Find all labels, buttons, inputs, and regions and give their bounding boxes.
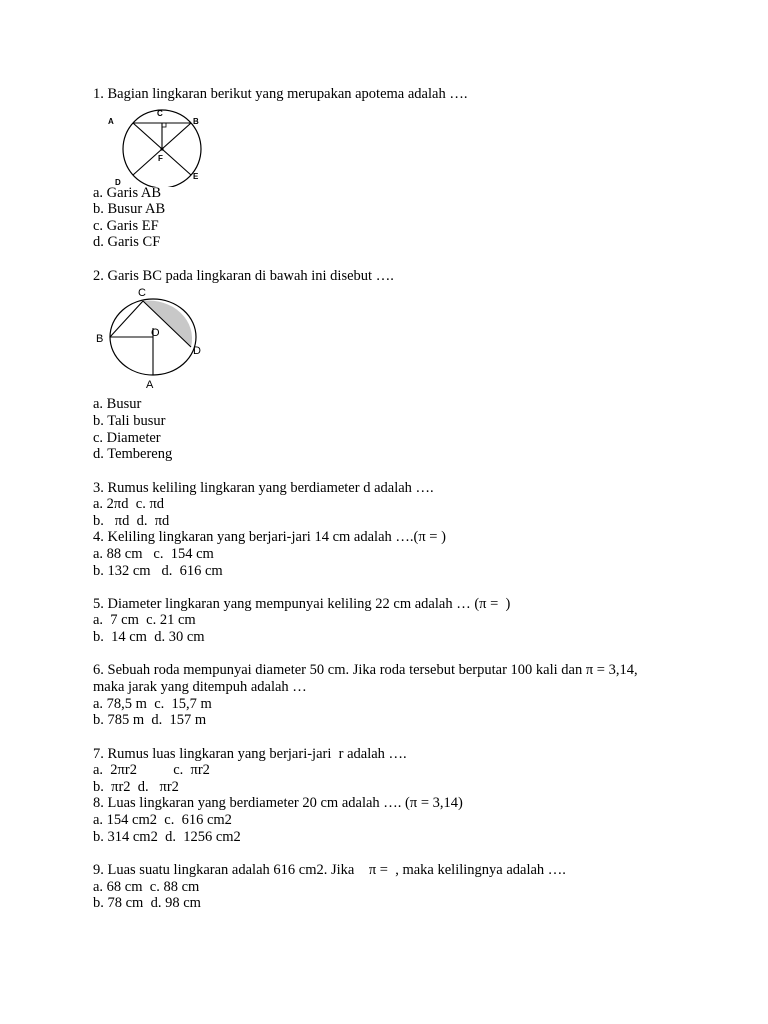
- question-1-option-c: c. Garis EF: [93, 217, 159, 234]
- question-3-options-row-2: b. πd d. πd: [93, 512, 170, 529]
- question-2-option-c: c. Diameter: [93, 429, 161, 446]
- question-1-option-b: b. Busur AB: [93, 201, 166, 218]
- question-2-option-d: d. Tembereng: [93, 446, 173, 463]
- question-6-options-row-1: a. 78,5 m c. 15,7 m: [93, 695, 212, 712]
- question-9-options-row-1: a. 68 cm c. 88 cm: [93, 878, 200, 895]
- question-1-option-a: a. Garis AB: [93, 184, 162, 201]
- question-2-stem: 2. Garis BC pada lingkaran di bawah ini disebut ….: [93, 267, 394, 284]
- question-7-options-row-2: b. πr2 d. πr2: [93, 778, 179, 795]
- label-C: C: [138, 287, 146, 300]
- circle-diagram-2: [93, 282, 223, 394]
- question-8-stem: 8. Luas lingkaran yang berdiameter 20 cm adalah …. (π = 3,14): [93, 795, 463, 812]
- label-B: B: [193, 116, 199, 126]
- question-4-stem: 4. Keliling lingkaran yang berjari-jari 14 cm adalah ….(π = ): [93, 529, 446, 546]
- label-A: A: [146, 379, 154, 392]
- worksheet: [93, 86, 713, 912]
- question-7-stem: 7. Rumus luas lingkaran yang berjari-jari r adalah ….: [93, 745, 407, 762]
- circle-diagram-1: [103, 105, 223, 187]
- label-D: D: [193, 345, 201, 358]
- question-1-stem: 1. Bagian lingkaran berikut yang merupakan apotema adalah ….: [93, 86, 468, 102]
- question-6-stem: 6. Sebuah roda mempunyai diameter 50 cm. Jika roda tersebut berputar 100 kali dan π = 3,14,: [93, 662, 638, 679]
- label-O: O: [151, 327, 160, 340]
- question-3-stem: 3. Rumus keliling lingkaran yang berdiameter d adalah ….: [93, 479, 434, 496]
- question-9-options-row-2: b. 78 cm d. 98 cm: [93, 895, 201, 912]
- label-D: D: [115, 177, 121, 187]
- question-9-stem: 9. Luas suatu lingkaran adalah 616 cm2. Jika π = , maka kelilingnya adalah ….: [93, 862, 566, 878]
- question-2-figure: [93, 284, 713, 396]
- label-B: B: [96, 333, 104, 346]
- question-6-stem-continued: maka jarak yang ditempuh adalah …: [93, 679, 307, 696]
- question-2-option-a: a. Busur: [93, 396, 142, 413]
- label-A: A: [108, 116, 114, 126]
- question-6-options-row-2: b. 785 m d. 157 m: [93, 712, 207, 729]
- question-5-options-row-1: a. 7 cm c. 21 cm: [93, 612, 196, 629]
- question-3-options-row-1: a. 2πd c. πd: [93, 496, 165, 513]
- label-F: F: [158, 153, 163, 163]
- question-8-options-row-2: b. 314 cm2 d. 1256 cm2: [93, 828, 241, 845]
- label-C: C: [157, 108, 163, 118]
- question-7-options-row-1: a. 2πr2 c. πr2: [93, 762, 210, 779]
- question-4-options-row-1: a. 88 cm c. 154 cm: [93, 545, 214, 562]
- label-E: E: [193, 171, 199, 181]
- question-4-options-row-2: b. 132 cm d. 616 cm: [93, 562, 223, 579]
- question-1-figure: [93, 103, 713, 185]
- question-2-option-b: b. Tali busur: [93, 412, 166, 429]
- question-8-options-row-1: a. 154 cm2 c. 616 cm2: [93, 812, 232, 829]
- question-1-option-d: d. Garis CF: [93, 234, 161, 251]
- question-5-stem: 5. Diameter lingkaran yang mempunyai keliling 22 cm adalah … (π = ): [93, 595, 511, 612]
- question-5-options-row-2: b. 14 cm d. 30 cm: [93, 629, 205, 646]
